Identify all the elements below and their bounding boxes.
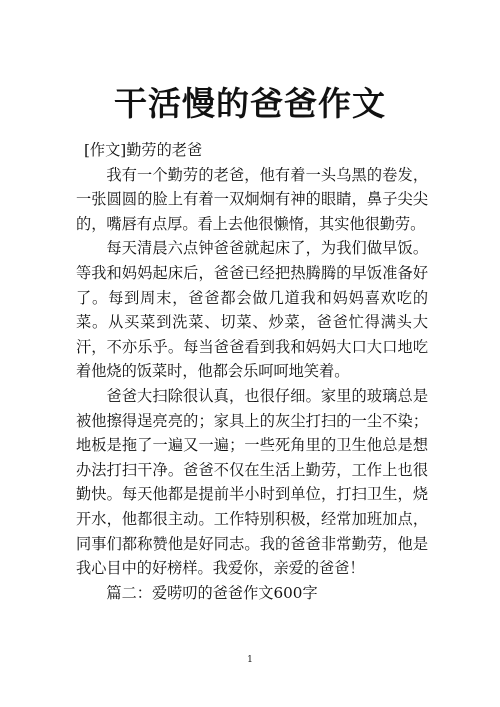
paragraph-2: 每天清晨六点钟爸爸就起床了，为我们做早饭。等我和妈妈起床后，爸爸已经把热腾腾的早饭准备好了。每到周末，爸爸都会做几道我和妈妈喜欢吃的菜。从买菜到洗菜、切菜、炒菜，爸爸忙得满头大汗，不亦乐乎。每当爸爸看到我和妈妈大口大口地吃着他烧的饭菜时，他都会乐呵呵地笑着。 [76,239,428,381]
document-body [76,138,428,605]
essay-heading: [作文]勤劳的老爸 [84,141,203,159]
paragraph-3: 爸爸大扫除很认真，也很仔细。家里的玻璃总是被他擦得逞亮亮的；家具上的灰尘打扫的一尘不染；地板是拖了一遍又一遍；一些死角里的卫生他总是想办法打扫干净。爸爸不仅在生活上勤劳，工作上也很勤快。每天他都是提前半小时到单位，打扫卫生，烧开水，他都很主动。工作特别积极，经常加班加点，同事们都称赞他是好同志。我的爸爸非常勤劳，他是我心目中的好榜样。我爱你，亲爱的爸爸！ [76,386,428,578]
document-title: 干活慢的爸爸作文 [114,84,386,123]
paragraph-1: 我有一个勤劳的老爸，他有着一头乌黑的卷发，一张圆圆的脸上有着一双炯炯有神的眼睛，鼻子尖尖的，嘴唇有点厚。看上去他很懒惰，其实他很勤劳。 [76,165,428,233]
section-heading: 篇二：爱唠叨的爸爸作文600字 [106,583,318,602]
page-number: 1 [247,655,253,665]
